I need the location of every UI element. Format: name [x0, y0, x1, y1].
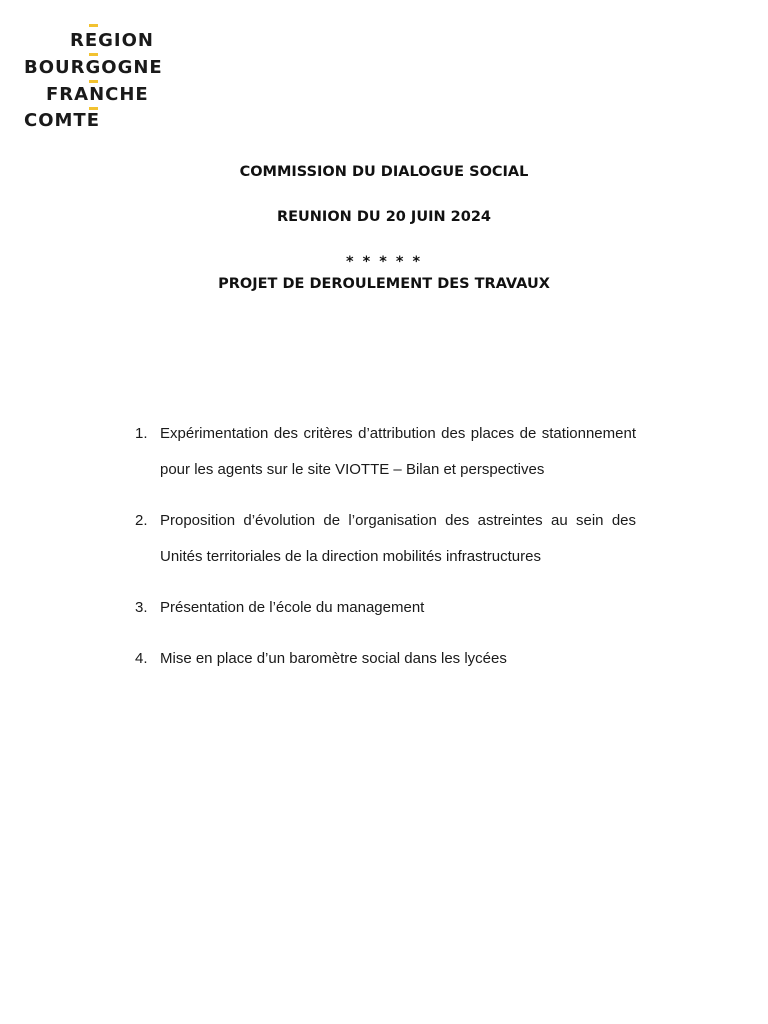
logo-accent-mark: [89, 80, 98, 83]
logo-line-franche: FRANCHE: [46, 84, 149, 105]
agenda-item: [135, 590, 636, 626]
logo-accent-mark: [89, 107, 98, 110]
agenda-item: [135, 503, 636, 575]
separator-stars: * * * * *: [345, 254, 423, 270]
document-subtitle: PROJET DE DEROULEMENT DES TRAVAUX: [218, 276, 550, 292]
agenda-item-number: 4.: [135, 650, 148, 667]
agenda-item-number: 1.: [135, 425, 148, 442]
document-title: COMMISSION DU DIALOGUE SOCIAL: [239, 164, 529, 180]
agenda-item-number: 3.: [135, 599, 148, 616]
agenda-item-text: Expérimentation des critères d’attribution des places de stationnement pour les agents sur le site VIOTTE – Bilan et perspectives: [160, 425, 636, 478]
agenda-item-text: Mise en place d’un baromètre social dans les lycées: [160, 650, 507, 667]
logo-line-comte: COMTE: [24, 110, 100, 131]
logo-accent-mark: [89, 53, 98, 56]
logo-line-region: REGION: [70, 30, 154, 51]
agenda-item-text: Présentation de l’école du management: [160, 599, 425, 616]
agenda-item: [135, 416, 636, 488]
agenda-item-text: Proposition d’évolution de l’organisation des astreintes au sein des Unités territoriales de la direction mobilités infrastructures: [160, 512, 636, 565]
agenda-item-number: 2.: [135, 512, 148, 529]
agenda-list: [135, 416, 636, 677]
agenda-item: [135, 641, 636, 677]
logo-line-bourgogne: BOURGOGNE: [24, 57, 163, 78]
region-logo: [24, 22, 174, 132]
logo-accent-mark: [89, 24, 98, 27]
meeting-date: REUNION DU 20 JUIN 2024: [276, 209, 492, 225]
